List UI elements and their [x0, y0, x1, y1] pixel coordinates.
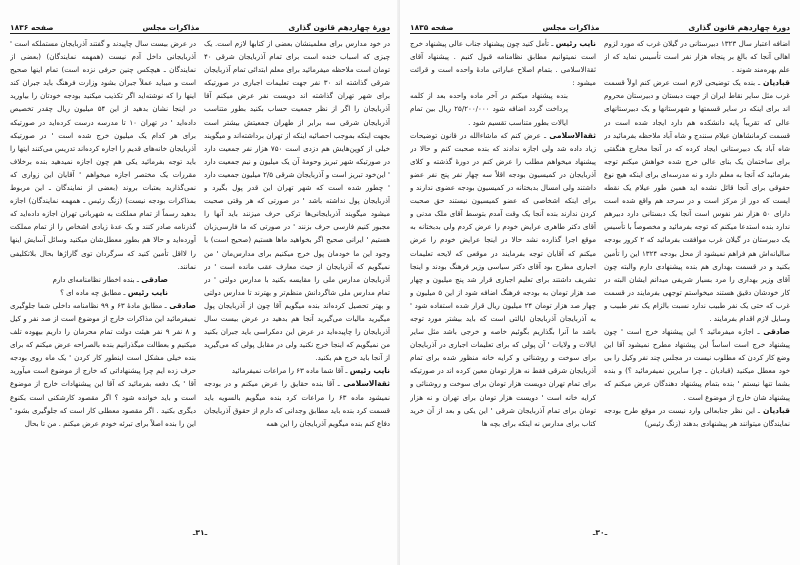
column-right [604, 37, 790, 527]
paragraph-text: ـ بنده اخطار نظامنامه‌ای دارم [52, 274, 142, 284]
column-right [204, 37, 390, 527]
column-left [410, 37, 596, 527]
header-title: مذاکرات مجلس [142, 23, 200, 32]
right-page [400, 0, 800, 565]
speaker-paragraph [204, 377, 390, 429]
speaker-paragraph [10, 286, 196, 299]
speaker-paragraph [604, 325, 790, 404]
paragraph [10, 37, 196, 273]
header-divider [10, 33, 390, 34]
text-columns [10, 37, 390, 527]
paragraph-text: ـ اجازه میفرمائید ؟ این پیشنهاد خرج است ' چون پیشنهاد خرج است اساساً این پیشنهاد مطرح نمیشود آقا این وضع کار کردن که مطلوب نیست در مجلس چند نفر وکیل را بی خود معطل میکنید (قبادیان ـ چرا سایرین نمیفرمائید ؟) و بنده بشما تنها نیستم ' بنده بتمام پیشنهاد دهندگان عرض میکنم که پیشنهاد شان خارج از موضوع است . [604, 327, 790, 402]
speaker-name: صادقی [141, 274, 168, 284]
paragraph-text: اضافه اعتبار سال ۱۳۲۳ دبیرستانی در گیلان غرب که مورد لزوم اهالی آنجا که بالغ بر پنجاه هزار نفر است تأسیس نماید که از علم بهره‌مند شوند . [604, 39, 790, 75]
paragraph-text: در عرض بیست سال چاپیدند و گفتند آذربایجان مستملکه است ' آذربایجانی داخل آدم نیست (همهمه نمایندگان) (بعضی از نمایندگان ـ هیچکس چنین حرفی نزده است) تمام اینها صحیح است و میباید عملاً جبران بشود وزارت فرهنگ باید جبران کند اینها را که نوشته‌اید اگر تکذیب میکنید بودجه خودتان را بیاورید در اینجا نشان بدهید از این ۵۴ میلیون ریال چقدر تخصیص داده‌اید ' در تهران ۱۰ تا مدرسه درست کرده‌اید در صورتیکه برای هر کدام یک میلیون خرج شده است ' در صورتیکه آذربایجان خانه‌های قدیم را اجاره کرده‌اند تدریس می‌کنند اینها را باید توجه بفرمائید یکی هم چون اجازه نمیدهید بنده برخلاف مقررات یک مختصر اجازه میخواهم ' آقایان این زواری که نمی‌گذارید بعتبات بروند (بعضی از نمایندگان ـ این مربوط بمذاکرات بودجه نیست) (زنگ رئیس ـ همهمه نمایندگان) اجازه بدهید رسماً از تمام مملکت به شهربانی تهران اجازه داده‌اید که گذرنامه صادر کنند و یک عدهٔ زیادی اشخاص را از تمام مملکت آورده‌اید و حالا هم بطور معطل‌شان میکنید وسائل آسایش اینها را لااقل تأمین کنید که سرگردان توی گاراژها بحال بلاتکلیفی نمانند. [10, 39, 196, 271]
speaker-name: نایب رئیس [555, 39, 596, 48]
paragraph-text: ـ مطابق چه ماده ای ؟ [60, 287, 128, 297]
speaker-name: قبادیان [762, 78, 790, 88]
speaker-paragraph [410, 37, 596, 89]
speaker-name: قبادیان [762, 405, 790, 415]
speaker-name: نایب رئیس [349, 366, 390, 376]
speaker-paragraph [604, 76, 790, 325]
paragraph-text: ـ عرض کنم که ماشاءالله در قانون توضیحات زیاد داده شد ولی اجازه ندادند که بنده صحبت کنم و حالا در پیشنهاد میخواهم مطلب را عرض کنم در دورهٔ گذشته و کلای آذربایجان در کمیسیون بودجه اقلاً سه چهار نفر پنج نفر عضو داشتند ولی امسال بدبختانه در کمیسیون بودجه عضوی ندارند و برای اینکه اشخاصی که عضو کمیسیون نیستند حق صحبت کردن ندارند بنده آنجا یک وقت آمدم بتوسط آقای ملک مدنی و آقای دکتر طاهری عرایض خودم را عرض کردم ولی بدبختانه به موقع اجرا گذارده نشد حالا در اینجا عرایض خودم را عرض میکنم که آقایان توجه بفرمایند در موقعی که لایحه تعلیمات اجباری مطرح بود آقای دکتر سیاسی وزیر فرهنگ بودند و اینجا تشریف داشتند برای تعلیم اجباری قرار شد پنج میلیون و چهار صد هزار تومان به بودجه فرهنگ اضافه شود از این ۵ میلیون و چهار صد هزار تومان ۲۴ میلیون ریال قرار شده استفاده شود ' به آذربایجان آذربایجان ایالتی است که باید بیشتر مورد توجه باشد ما آنرا بگذاریم بگوئیم خاصه و خرجی باشد مثل سایر ایالات و ولایات ' آن پولی که برای تعلیمات اجباری در آذربایجان برای سوخت و روشنائی و کرایه خانه منظور شده برای تمام آذربایجان شرقی فقط نه هزار تومان معین کرده اند در صورتیکه برای تمام تهران دویست هزار تومان برای سوخت و روشنائی و کرایه خانه است ' دویست هزار تومان برای تهران و نه هزار تومان برای تمام آذربایجان شرقی ' این یکی و بعد از آن خرید کتاب برای مدارس نه اینکه برای بچه ها [410, 130, 596, 428]
paragraph-text: در خود مدارس برای معلمینشان بعضی از کتابها لازم است. یک چیزی که اسباب خنده است برای تمام آذربایجان شرقی ۴۰ تومان است ملاحظه میفرمائید برای معلم ابتدائی تمام آذربایجان شرقی گذاشته اند ۳۰ نفر جهت تعلیمات اجباری در صورتیکه برای شهر تهران گذاشته اند دویست نفر عرض میکنم آقا آذربایجان را اگر از نظر جمعیت حساب بکنید بطور متناسب آذربایجان شرقی سه برابر از طهران جمعیتش بیشتر است بجهت اینکه بموجب احصائیه اینکه از تهران برداشته‌اند و میگویند خیلی از کوپن‌هایش هم دزدی است ۷۵۰ هزار نفر جمعیت دارد در صورتیکه شهر تبریز وحومهٔ آن یک میلیون و نیم جمعیت دارد ' این‌خود تبریز است و آذربایجان شرقی ۲/۵ میلیون جمعیت دارد ' چطور شده است که شهر تهران این قدر پول بگیرد و آذربایجان پول نداشته باشد ' در صورتی که هر وقتی صحبت میشود میگویند آذربایجانی‌ها ترکی حرف میزنند باید آنها را مجبور کنیم فارسی حرف بزنند ' در صورتی که ما فارسی‌زبان هستیم ' ایرانی صحیح اگر بخواهید ماها هستیم (صحیح است) با وجود این ما خودمان پول خرج میکنیم برای مدارس‌مان ' من نمیگویم که آذربایجان از حیث معارف عقب مانده است ' در آذربایجان مدارس ملی را مقایسه بکنید با مدارس دولتی ' در تمام مدارس ملی شاگردانش منظم‌تر و بهترند تا مدارس دولتی و بهتر تحصیل کرده‌اند بنده میگویم آقا چون از آذربایجان پول میگیرید مالیات می‌گیرید آنجا هم بدهید در عرض بیست سال آذربایجان را چاپیده‌اید در عرض این دمکراسی باید جبران بکنید من نمیگویم که اینجا خرج نکنید ولی در مقابل پولی که می‌گیرید از آنجا باید خرج هم بکنید. [204, 39, 390, 363]
header-session: دورهٔ چهاردهم قانون گذاری [688, 23, 790, 32]
paragraph-text: ـ این نظر جنابعالی وارد نیست در موقع طرح بودجه نمایندگان میتوانند هر پیشنهادی بدهند (زنگ رئیس) [604, 405, 790, 428]
page-footer-number: ـ۳۰ـ [592, 528, 608, 537]
paragraph [604, 37, 790, 76]
speaker-name: ثقةالاسلامی [549, 130, 596, 140]
speaker-paragraph [10, 299, 196, 430]
paragraph-text: ـ آقا شما ماده ۶۳ را مراعات نمیفرمائید [231, 366, 350, 376]
header-divider [410, 33, 790, 34]
page-footer-number: ـ۳۱ـ [192, 528, 208, 537]
text-columns [410, 37, 790, 527]
paragraph [204, 37, 390, 364]
header-page-number: صفحه ۱۸۳۶ [10, 23, 54, 32]
speaker-paragraph [604, 404, 790, 430]
paragraph-text: ـ بنده یک توضیحی لازم است عرض کنم اولاً قسمت غرب مثل سایر نقاط ایران از جهت دبستان و دبیرستان محروم اند برای اینکه در سایر قسمتها و شهرستانها و یک دبیرستانهای عالی که تقریباً پایه دانشکده هم دارد ایجاد شده است در قسمت کرمانشاهان عیلام سنندج و شاه آباد ملاحظه بفرمائید در شاه آباد یک دبیرستانی ایجاد کرده که در آنجا مخارج هنگفتی برای ساختمان یک بنای عالی خرج شده خواهش میکنم توجه بفرمائید که آنجا به معلم دارد و نه مدرسه‌ای برای اینکه هیچ نوع حقوقی برای آنجا قائل نشده اید همین طور عیلام یک نقطه ایست که دور از مرکز است و در سرحد هم واقع شده است دارای ۵۰ هزار نفر نفوس است آنجا یک دبستانی دارد دبیرهم ندارد بنده استدعا میکنم که توجه بفرمائید و مخصوصاً با تأسیس یک دبیرستان در گیلان غرب موافقت بفرمائید که ۲ کرور بودجه سالیانه‌اش هم فراهم نمیشود از محل بودجه ۱۳۲۴ این را تأمین بکنید و در قسمت بهداری هم بنده پیشنهادی دارم والبته چون آقای وزیر بهداری را مرد بسیار شریفی میدانم ایشان البته در کار خودشان دقیق هستند میخواستم توجهی بفرمایند در قسمت غرب که حتی یک نفر طبیب ندارد نسبت بالزام یک نفر طبیب و وسایل لازم اقدام بفرمایند . [604, 78, 790, 323]
header-page-number: صفحه ۱۸۳۵ [410, 23, 454, 32]
speaker-name: نایب رئیس [127, 287, 168, 297]
column-left [10, 37, 196, 527]
speaker-name: صادقی [763, 327, 790, 337]
page-header [410, 18, 790, 32]
speaker-name: ثقةالاسلامی [343, 379, 390, 389]
speaker-paragraph [10, 273, 196, 286]
paragraph [410, 89, 596, 128]
header-title: مذاکرات مجلس [542, 23, 600, 32]
paragraph-text: ـ مطابق مادهٔ ۶۳ و ۹۹ نظامنامه داخلی شما جلوگیری نمیفرمائید این مذاکرات خارج از موضوع است از صد نفر و کیل و ۸ نفر ۹ نفر هیئت دولت تمام محرمان را داریم بیهوده تلف میکنیم و بعطالت میگذرانیم بنده بالصراحه عرض میکنم که برای بنده خیلی مشکل است اینطور کار کردن ' یک ماه روی بودجه حرف زده ایم چرا پیشنهاداتی که خارج از موضوع است میآورید آقا ' یک دفعه بفرمائید که آقا این پیشنهادات خارج از موضوع است و باید خوانده شود ؟ اگر مقصود کارشکنی است بکنوع دیگری بکنید . اگر مقصود معطلی کار است که جلوگیری بشود ' این را بنده اصلاً برای تبرئه خودم عرض میکنم . من تا بحال [10, 300, 196, 428]
speaker-name: صادقی [169, 300, 196, 310]
paragraph-text: بنده پیشنهاد میکنم در آخر ماده واحده بعد از کلمه پرداخت گردد اضافه شود ۲۵/۲۰۰/۰۰۰ ریال بین تمام ایالات بطور متناسب تقسیم شود . [410, 91, 569, 127]
speaker-paragraph [410, 129, 596, 430]
header-session: دورهٔ چهاردهم قانون گذاری [288, 23, 390, 32]
paragraph-text: ـ آقا بنده حقایق را عرض میکنم و در بودجه نمیشود ماده ۶۳ را مراعات کرد بنده میگویم بالسویه باید قسمت کرد بنده باید مطابق وجدانی که دارم از حقوق آذربایجان دفاع کنم بنده میگویم آذربایجان را این همه [204, 379, 390, 428]
speaker-paragraph [204, 364, 390, 377]
paragraph-text: ـ تأمل کنید چون پیشنهاد جناب عالی پیشنهاد خرج است نمیتوانیم مطابق نظامنامه قبول کنیم . پیشنهاد آقای ثقةالاسلامی . بتمام اصلاح عباراتی مادهٔ واحده است و قرائت میشود : [410, 39, 596, 88]
page-header [10, 18, 390, 32]
